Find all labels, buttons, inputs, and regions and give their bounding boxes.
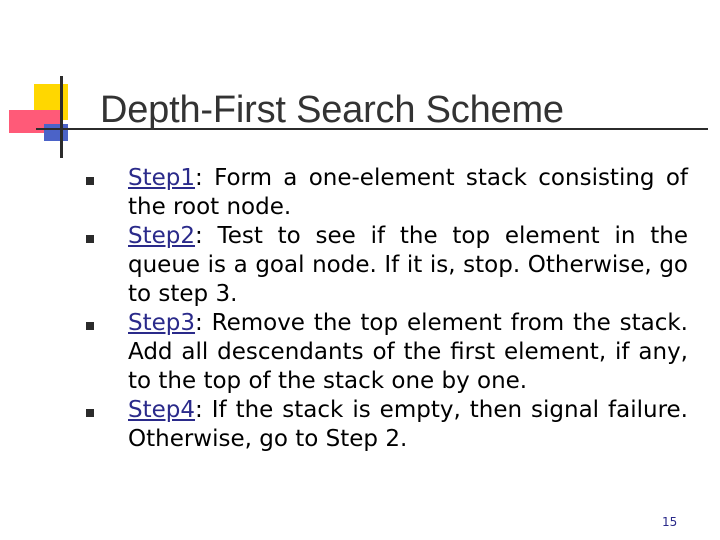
step-link[interactable]: Step1 xyxy=(128,165,196,191)
bullet-square-icon xyxy=(86,322,94,330)
step-link[interactable]: Step2 xyxy=(128,223,196,249)
list-item xyxy=(76,396,688,454)
slide-title: Depth-First Search Scheme xyxy=(100,89,564,131)
list-item-text xyxy=(128,396,688,454)
step-description: : Remove the top element from the stack. Add all descendants of the first element, if any, to the top of the stack one by one. xyxy=(128,310,688,394)
bullet-square-icon xyxy=(86,177,94,185)
list-item xyxy=(76,164,688,222)
logo-vertical-line xyxy=(60,76,63,158)
step-link[interactable]: Step4 xyxy=(128,397,196,423)
list-item-text xyxy=(128,222,688,309)
bullet-square-icon xyxy=(86,409,94,417)
step-description: : If the stack is empty, then signal failure. Otherwise, go to Step 2. xyxy=(128,397,688,452)
list-item-text xyxy=(128,164,688,222)
bullet-list xyxy=(76,164,688,454)
step-link[interactable]: Step3 xyxy=(128,310,196,336)
bullet-square-icon xyxy=(86,235,94,243)
list-item xyxy=(76,309,688,396)
list-item-text xyxy=(128,309,688,396)
step-description: : Test to see if the top element in the queue is a goal node. If it is, stop. Otherwise, go to step 3. xyxy=(128,223,688,307)
page-number: 15 xyxy=(662,515,678,529)
list-item xyxy=(76,222,688,309)
step-description: : Form a one-element stack consisting of the root node. xyxy=(128,165,688,220)
logo-blue-rectangle xyxy=(44,124,68,141)
